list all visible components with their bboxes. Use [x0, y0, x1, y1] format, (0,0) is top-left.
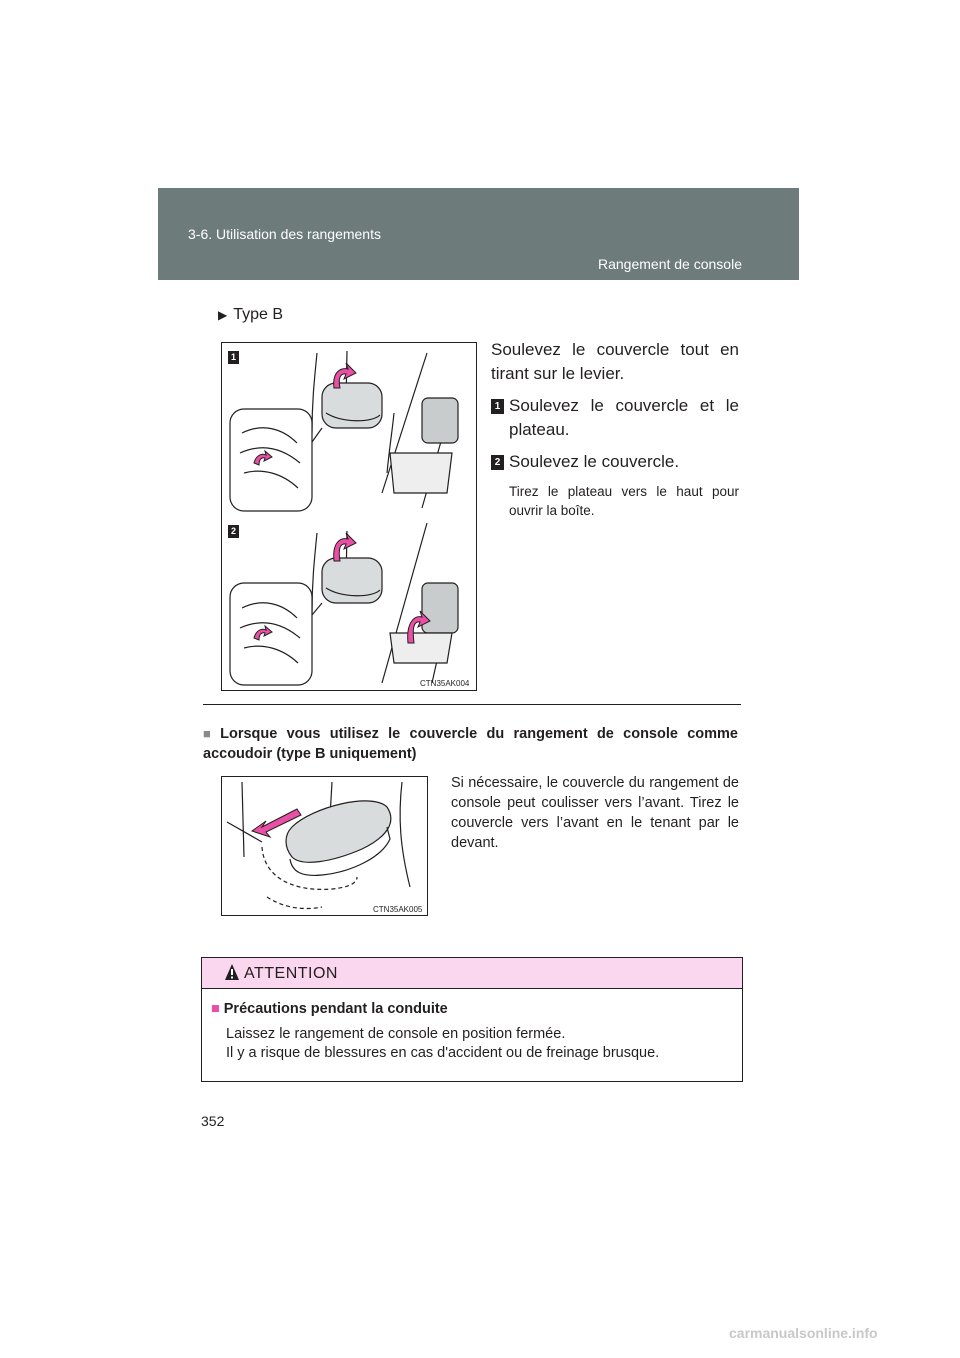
armrest-text: Si nécessaire, le couvercle du rangement de console peut coulisser vers l’avant. Tirez le couvercle vers l’avant en le tenant par le devant.	[451, 775, 739, 851]
intro-paragraph: Soulevez le couvercle tout en tirant sur le levier.	[491, 340, 739, 383]
step-1	[491, 394, 739, 442]
attention-line-2: Il y a risque de blessures en cas d'accident ou de freinage brusque.	[226, 1045, 660, 1061]
square-bullet-icon: ■	[203, 726, 217, 741]
attention-subheading-text: Précautions pendant la conduite	[223, 1001, 448, 1017]
console-drawing	[222, 343, 476, 690]
armrest-drawing	[222, 777, 427, 915]
watermark: carmanualsonline.info	[729, 1325, 878, 1341]
armrest-illustration	[221, 776, 428, 916]
triangle-right-icon: ▶	[218, 308, 228, 322]
figure-code: CTN35AK004	[420, 679, 470, 688]
step-badge-2: 2	[491, 455, 504, 470]
figure-step-badge-1: 1	[228, 351, 239, 364]
attention-title: ATTENTION	[244, 965, 338, 982]
step-note: Tirez le plateau vers le haut pour ouvrir la boîte.	[509, 484, 739, 518]
page-number: 352	[201, 1113, 225, 1129]
type-heading-label: Type B	[233, 306, 284, 323]
console-illustration-1	[221, 342, 477, 691]
instructions-column	[491, 338, 739, 520]
type-heading	[218, 306, 283, 324]
attention-box	[201, 957, 743, 1082]
armrest-heading-text: Lorsque vous utilisez le couvercle du rangement de console comme accoudoir (type B uniquement)	[203, 726, 738, 762]
section-divider	[203, 704, 741, 705]
attention-line-1: Laissez le rangement de console en position fermée.	[226, 1026, 566, 1042]
armrest-heading	[203, 724, 738, 764]
section-title: 3-6. Utilisation des rangements	[188, 226, 381, 242]
square-bullet-icon: ■	[211, 1001, 220, 1017]
chapter-header	[158, 188, 799, 280]
step-badge-1: 1	[491, 399, 504, 414]
step-2-text: Soulevez le couvercle.	[509, 452, 680, 471]
subsection-title: Rangement de console	[598, 256, 742, 272]
attention-subheading	[211, 1001, 448, 1017]
step-2	[491, 450, 739, 474]
attention-header	[202, 958, 742, 989]
figure-code-2: CTN35AK005	[373, 905, 423, 914]
step-1-text: Soulevez le couvercle et le plateau.	[509, 396, 739, 439]
figure-step-badge-2: 2	[228, 525, 239, 538]
attention-body	[226, 1025, 659, 1063]
warning-icon	[224, 963, 240, 981]
